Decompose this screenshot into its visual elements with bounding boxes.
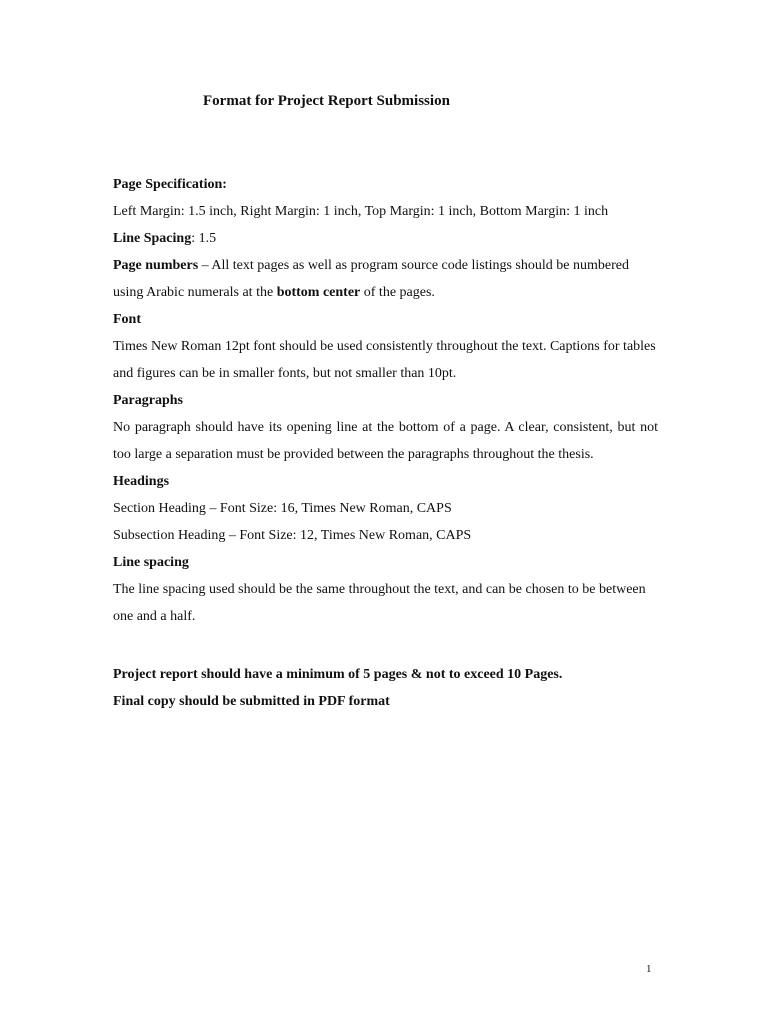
page-specification-heading: Page Specification: [113,177,227,192]
page-numbers-emphasis: bottom center [276,285,361,300]
font-text: Times New Roman 12pt font should be used consistently throughout the text. Captions for tables and figures can be in smaller fonts, but not smaller than 10pt. [113,339,656,381]
line-spacing-text: The line spacing used should be the same throughout the text, and can be chosen to be between one and a half. [113,582,646,624]
section-heading-spec: Section Heading – Font Size: 16, Times New Roman, CAPS [113,501,452,516]
page-numbers-text-1: – All text pages as well as program source code listings should be numbered using Arabic numerals at the [113,258,629,300]
spacer [113,630,658,661]
document-title: Format for Project Report Submission [203,93,450,109]
margins-text: Left Margin: 1.5 inch, Right Margin: 1 inch, Top Margin: 1 inch, Bottom Margin: 1 inch [113,204,609,219]
page-numbers-text-2: of the pages. [360,285,435,300]
pdf-format-requirement: Final copy should be submitted in PDF format [113,694,390,709]
document-body [113,171,658,715]
page-numbers-label: Page numbers [113,258,199,273]
subsection-heading-spec: Subsection Heading – Font Size: 12, Times New Roman, CAPS [113,528,472,543]
paragraphs-heading: Paragraphs [113,393,183,408]
headings-heading: Headings [113,474,170,489]
line-spacing-label: Line Spacing [113,231,192,246]
page-count-requirement: Project report should have a minimum of 5 pages & not to exceed 10 Pages. [113,667,563,682]
page-numbers-paragraph [113,252,658,306]
line-spacing-value: : 1.5 [191,231,217,246]
font-heading: Font [113,312,141,327]
line-spacing-heading: Line spacing [113,555,189,570]
paragraphs-text: No paragraph should have its opening line at the bottom of a page. A clear, consistent, but not too large a separation must be provided between the paragraphs throughout the thesis. [113,420,658,462]
line-spacing-line [113,225,658,252]
page-number: 1 [646,963,652,975]
